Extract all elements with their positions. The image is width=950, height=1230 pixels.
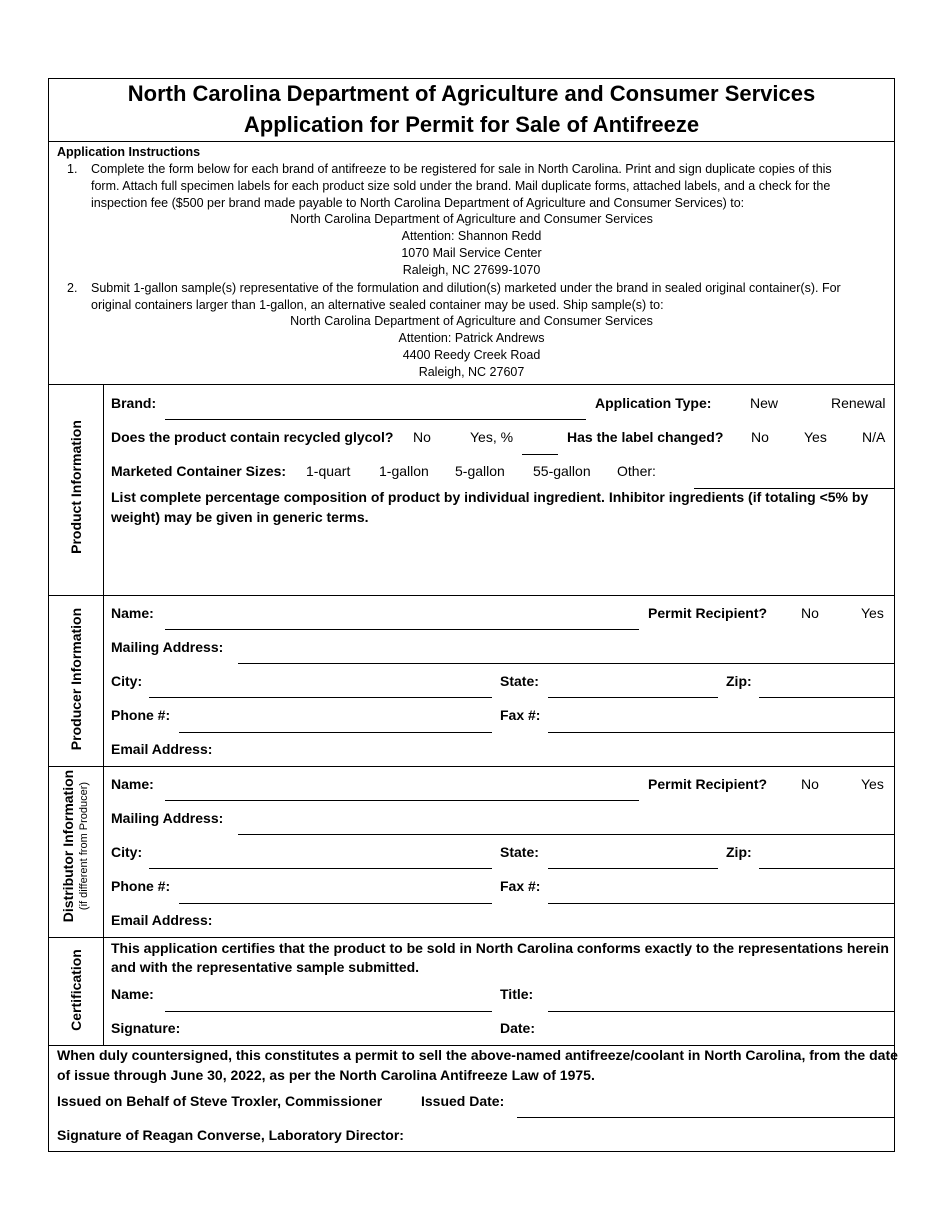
distributor-state-field[interactable] [548,868,718,869]
composition-instructions-line-1: List complete percentage composition of product by individual ingredient. Inhibitor ingredients (if totaling <5% by [111,489,869,505]
brand-label: Brand: [111,395,157,411]
distributor-city-field[interactable] [149,868,492,869]
director-signature-label: Signature of Reagan Converse, Laboratory Director: [57,1127,404,1143]
section-divider [49,595,894,596]
label-changed-na-option[interactable]: N/A [862,429,886,445]
distributor-section-subtitle: (if different from Producer) [78,781,90,911]
size-1-quart-option[interactable]: 1-quart [306,463,351,479]
label-changed-yes-option[interactable]: Yes [804,429,827,445]
certification-signature-field[interactable] [181,1018,491,1042]
certification-section-label: Certification [68,949,84,1031]
distributor-phone-field[interactable] [179,903,492,904]
distributor-phone-label: Phone #: [111,878,171,894]
producer-city-label: City: [111,673,143,689]
composition-instructions-line-2: weight) may be given in generic terms. [111,509,369,525]
producer-name-label: Name: [111,605,154,621]
recycled-glycol-no-option[interactable]: No [413,429,431,445]
distributor-permit-no-option[interactable]: No [801,776,819,792]
distributor-permit-recipient-label: Permit Recipient? [648,776,768,792]
application-type-renewal-option[interactable]: Renewal [831,395,886,411]
size-55-gallon-option[interactable]: 55-gallon [533,463,591,479]
product-section-label: Product Information [68,420,84,554]
producer-mailing-label: Mailing Address: [111,639,224,655]
distributor-email-label: Email Address: [111,912,213,928]
instructions-heading: Application Instructions [57,145,201,159]
certification-title-field[interactable] [548,1011,894,1012]
composition-field[interactable] [105,531,891,591]
producer-email-label: Email Address: [111,741,213,757]
producer-state-field[interactable] [548,697,718,698]
producer-section-label: Producer Information [68,607,84,751]
distributor-zip-label: Zip: [726,844,752,860]
certification-text-line-2: and with the representative sample submitted. [111,959,420,975]
size-5-gallon-option[interactable]: 5-gallon [455,463,505,479]
distributor-section-label [60,746,92,946]
size-1-gallon-option[interactable]: 1-gallon [379,463,429,479]
container-sizes-label: Marketed Container Sizes: [111,463,287,479]
size-other-label: Other: [617,463,656,479]
distributor-email-field[interactable] [219,910,893,934]
recycled-glycol-yes-option[interactable]: Yes, % [470,429,514,445]
recycled-percent-field[interactable] [522,454,558,455]
ship-address-line: Attention: Patrick Andrews [398,331,545,345]
mail-address-line: Attention: Shannon Redd [401,229,542,243]
producer-phone-field[interactable] [179,732,492,733]
section-label-divider [103,384,104,1045]
instruction-1-number: 1. [67,162,78,176]
producer-mailing-field[interactable] [238,663,894,664]
label-changed-label: Has the label changed? [567,429,724,445]
application-type-label: Application Type: [595,395,712,411]
ship-address-line: 4400 Reedy Creek Road [402,348,541,362]
section-divider [49,1045,894,1046]
application-form [48,78,898,1152]
certification-title-label: Title: [500,986,534,1002]
distributor-name-field[interactable] [165,800,639,801]
instruction-2-number: 2. [67,281,78,295]
producer-fax-field[interactable] [548,732,894,733]
producer-permit-yes-option[interactable]: Yes [861,605,884,621]
certification-name-field[interactable] [165,1011,492,1012]
instruction-2-line-1: Submit 1-gallon sample(s) representative of the formulation and dilution(s) marketed under the brand in sealed original container(s). For [91,281,841,295]
producer-email-field[interactable] [219,739,893,763]
certification-text-line-1: This application certifies that the product to be sold in North Carolina conforms exactly to the representations herein [111,940,889,956]
recycled-glycol-label: Does the product contain recycled glycol? [111,429,394,445]
section-divider [49,766,894,767]
issued-date-field[interactable] [517,1117,894,1118]
section-divider [49,384,894,385]
distributor-zip-field[interactable] [759,868,894,869]
distributor-section-title: Distributor Information [60,769,76,923]
form-title: Application for Permit for Sale of Antifreeze [243,112,700,137]
label-changed-no-option[interactable]: No [751,429,769,445]
distributor-state-label: State: [500,844,539,860]
distributor-permit-yes-option[interactable]: Yes [861,776,884,792]
mail-address-line: Raleigh, NC 27699-1070 [402,263,541,277]
mail-address-line: 1070 Mail Service Center [401,246,542,260]
issued-date-label: Issued Date: [421,1093,505,1109]
section-divider [49,937,894,938]
instruction-2-line-2: original containers larger than 1-gallon, an alternative sealed container may be used. Ship sample(s) to: [91,298,664,312]
mail-address-line: North Carolina Department of Agriculture and Consumer Services [290,212,653,226]
certification-signature-label: Signature: [111,1020,181,1036]
producer-zip-label: Zip: [726,673,752,689]
instruction-1-line-1: Complete the form below for each brand of antifreeze to be registered for sale in North Carolina. Print and sign duplicate copies of this [91,162,832,176]
instruction-1-line-3: inspection fee ($500 per brand made payable to North Carolina Department of Agriculture and Consumer Services) to: [91,196,745,210]
distributor-mailing-field[interactable] [238,834,894,835]
distributor-name-label: Name: [111,776,154,792]
header-divider [49,141,894,142]
ship-address-line: North Carolina Department of Agriculture and Consumer Services [290,314,653,328]
permit-text-line-2: of issue through June 30, 2022, as per the North Carolina Antifreeze Law of 1975. [57,1067,595,1083]
instruction-1-line-2: form. Attach full specimen labels for each product size sold under the brand. Mail duplicate forms, attached labels, and a check for the [91,179,831,193]
application-type-new-option[interactable]: New [750,395,779,411]
issued-on-behalf-label: Issued on Behalf of Steve Troxler, Commissioner [57,1093,383,1109]
distributor-city-label: City: [111,844,143,860]
distributor-fax-label: Fax #: [500,878,541,894]
brand-field[interactable] [165,419,586,420]
producer-phone-label: Phone #: [111,707,171,723]
certification-date-field[interactable] [548,1018,892,1042]
producer-fax-label: Fax #: [500,707,541,723]
certification-name-label: Name: [111,986,154,1002]
producer-permit-no-option[interactable]: No [801,605,819,621]
agency-title: North Carolina Department of Agriculture and Consumer Services [127,81,816,106]
permit-text-line-1: When duly countersigned, this constitutes a permit to sell the above-named antifreeze/coolant in North Carolina, from the date [57,1047,898,1063]
distributor-mailing-label: Mailing Address: [111,810,224,826]
producer-name-field[interactable] [165,629,639,630]
director-signature-field[interactable] [399,1125,892,1149]
certification-date-label: Date: [500,1020,536,1036]
distributor-fax-field[interactable] [548,903,894,904]
producer-city-field[interactable] [149,697,492,698]
ship-address-line: Raleigh, NC 27607 [418,365,525,379]
producer-zip-field[interactable] [759,697,894,698]
producer-state-label: State: [500,673,539,689]
producer-permit-recipient-label: Permit Recipient? [648,605,768,621]
